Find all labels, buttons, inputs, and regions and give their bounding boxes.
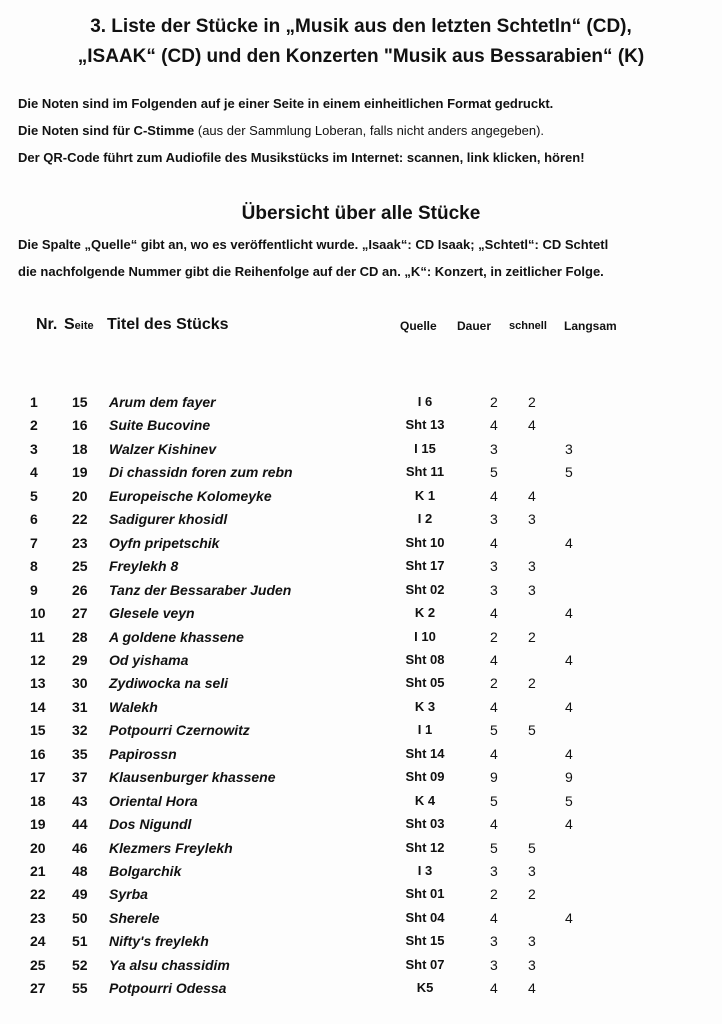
- intro-line-2: [18, 123, 544, 138]
- cell-dauer: 4: [490, 605, 498, 622]
- cell-quelle: Sht 07: [405, 956, 445, 972]
- cell-nr: 23: [30, 909, 46, 926]
- cell-quelle: K 3: [414, 698, 436, 714]
- cell-schnell: 3: [528, 558, 536, 575]
- table-row: [0, 816, 722, 839]
- cell-seite: 32: [72, 722, 88, 739]
- cell-nr: 13: [30, 675, 46, 692]
- cell-dauer: 9: [490, 769, 498, 786]
- cell-langsam: 4: [565, 698, 573, 715]
- cell-quelle: K 4: [414, 792, 436, 808]
- cell-nr: 11: [30, 628, 45, 645]
- cell-schnell: 2: [528, 886, 536, 903]
- cell-seite: 25: [72, 558, 88, 575]
- table-row: [0, 652, 722, 675]
- cell-quelle: I 1: [417, 722, 433, 738]
- header-langsam: Langsam: [564, 319, 617, 333]
- cell-seite: 15: [72, 394, 88, 410]
- table-row: [0, 722, 722, 745]
- cell-dauer: 4: [490, 487, 498, 504]
- table-row: [0, 535, 722, 558]
- cell-seite: 16: [72, 417, 88, 434]
- header-schnell: schnell: [509, 320, 547, 332]
- intro-line-1: Die Noten sind im Folgenden auf je einer Seite in einem einheitlichen Format gedruckt.: [18, 96, 554, 111]
- header-titel: Titel des Stücks: [107, 316, 229, 333]
- cell-nr: 5: [30, 487, 38, 504]
- intro-line-2-bold: Die Noten sind für C-Stimme: [18, 123, 195, 138]
- table-row: [0, 558, 722, 581]
- cell-dauer: 3: [490, 581, 498, 598]
- cell-seite: 55: [72, 980, 88, 997]
- cell-titel: Oyfn pripetschik: [109, 534, 220, 551]
- cell-seite: 30: [72, 675, 88, 692]
- cell-quelle: K5: [416, 980, 434, 996]
- cell-dauer: 3: [490, 956, 498, 973]
- table-row: [0, 910, 722, 933]
- cell-titel: Freylekh 8: [109, 558, 179, 575]
- table-row: [0, 511, 722, 534]
- cell-schnell: 3: [528, 581, 536, 598]
- table-row: [0, 582, 722, 605]
- table-row: [0, 464, 722, 487]
- cell-titel: Potpourri Odessa: [109, 980, 227, 997]
- cell-nr: 9: [30, 581, 38, 598]
- cell-nr: 14: [30, 698, 46, 715]
- cell-titel: A goldene khassene: [109, 628, 244, 645]
- cell-dauer: 4: [490, 980, 498, 997]
- cell-nr: 2: [30, 417, 38, 434]
- table-row: [0, 840, 722, 863]
- cell-titel: Papirossn: [109, 745, 177, 762]
- cell-langsam: 5: [565, 464, 573, 481]
- cell-seite: 22: [72, 511, 88, 528]
- cell-seite: 18: [72, 440, 88, 457]
- cell-dauer: 3: [490, 558, 498, 575]
- page-title-line-2: „ISAAK“ (CD) und den Konzerten "Musik aus Bessarabien“ (K): [77, 46, 645, 67]
- cell-dauer: 3: [490, 863, 498, 879]
- cell-langsam: 4: [565, 534, 573, 551]
- cell-dauer: 4: [490, 816, 498, 833]
- cell-langsam: 4: [565, 745, 573, 762]
- table-row: [0, 863, 722, 886]
- cell-nr: 22: [30, 886, 46, 903]
- cell-dauer: 4: [490, 534, 498, 551]
- cell-seite: 23: [72, 534, 88, 551]
- cell-titel: Nifty's freylekh: [109, 933, 209, 950]
- cell-nr: 17: [30, 769, 46, 786]
- header-quelle: Quelle: [400, 319, 437, 333]
- cell-quelle: Sht 10: [405, 534, 445, 550]
- cell-nr: 25: [30, 956, 46, 973]
- cell-quelle: Sht 04: [405, 909, 445, 925]
- table-row: [0, 699, 722, 722]
- cell-schnell: 3: [528, 933, 536, 950]
- table-row: [0, 980, 722, 1003]
- cell-dauer: 5: [490, 839, 498, 856]
- cell-nr: 24: [30, 933, 46, 950]
- cell-titel: Walzer Kishinev: [109, 440, 217, 457]
- cell-seite: 19: [72, 464, 88, 481]
- cell-nr: 21: [30, 863, 46, 879]
- cell-quelle: Sht 09: [405, 769, 445, 785]
- cell-nr: 27: [30, 980, 46, 997]
- cell-langsam: 5: [565, 792, 573, 809]
- cell-nr: 1: [30, 394, 38, 410]
- cell-dauer: 3: [490, 511, 498, 528]
- table-row: [0, 675, 722, 698]
- cell-titel: Ya alsu chassidim: [109, 956, 230, 973]
- cell-titel: Tanz der Bessaraber Juden: [109, 581, 292, 598]
- table-row: [0, 605, 722, 628]
- cell-titel: Walekh: [109, 698, 158, 715]
- cell-schnell: 2: [528, 628, 536, 645]
- cell-titel: Sherele: [109, 909, 160, 926]
- cell-titel: Arum dem fayer: [109, 394, 216, 410]
- cell-dauer: 4: [490, 651, 498, 668]
- cell-nr: 10: [30, 605, 46, 622]
- cell-quelle: Sht 17: [405, 558, 445, 574]
- cell-quelle: Sht 05: [405, 675, 445, 691]
- cell-schnell: 3: [528, 511, 536, 528]
- cell-seite: 28: [72, 628, 88, 645]
- cell-titel: Glesele veyn: [109, 605, 195, 622]
- cell-langsam: 4: [565, 909, 573, 926]
- cell-dauer: 4: [490, 745, 498, 762]
- cell-quelle: Sht 12: [405, 839, 445, 855]
- cell-langsam: 4: [565, 605, 573, 622]
- cell-quelle: K 1: [414, 487, 436, 503]
- cell-seite: 50: [72, 909, 88, 926]
- cell-nr: 18: [30, 792, 46, 809]
- table-row: [0, 957, 722, 980]
- cell-nr: 8: [30, 558, 38, 575]
- intro-line-2-rest: (aus der Sammlung Loberan, falls nicht anders angegeben).: [194, 123, 545, 138]
- cell-seite: 48: [72, 863, 88, 879]
- intro-line-3: Der QR-Code führt zum Audiofile des Musikstücks im Internet: scannen, link klicken, hören!: [18, 150, 585, 165]
- cell-quelle: I 3: [417, 863, 433, 878]
- cell-quelle: Sht 14: [405, 745, 445, 761]
- cell-schnell: 4: [528, 980, 536, 997]
- cell-titel: Di chassidn foren zum rebn: [109, 464, 293, 481]
- cell-nr: 7: [30, 534, 38, 551]
- cell-quelle: Sht 15: [405, 933, 445, 949]
- cell-seite: 27: [72, 605, 88, 622]
- cell-schnell: 3: [528, 956, 536, 973]
- cell-nr: 20: [30, 839, 46, 856]
- cell-schnell: 3: [528, 863, 536, 879]
- cell-quelle: I 6: [417, 394, 433, 409]
- table-row: [0, 417, 722, 440]
- cell-dauer: 2: [490, 675, 498, 692]
- table-row: [0, 629, 722, 652]
- cell-dauer: 5: [490, 792, 498, 809]
- cell-schnell: 5: [528, 722, 536, 739]
- cell-quelle: Sht 13: [405, 417, 445, 433]
- cell-quelle: I 15: [414, 440, 436, 456]
- cell-quelle: Sht 08: [405, 651, 445, 667]
- cell-seite: 43: [72, 792, 88, 809]
- cell-nr: 15: [30, 722, 46, 739]
- cell-langsam: 4: [565, 816, 573, 833]
- cell-seite: 35: [72, 745, 88, 762]
- cell-nr: 3: [30, 440, 38, 457]
- cell-schnell: 5: [528, 839, 536, 856]
- cell-titel: Europeische Kolomeyke: [109, 487, 272, 504]
- header-seite-rest: eite: [74, 320, 94, 332]
- header-seite-initial: S: [64, 316, 75, 333]
- header-dauer: Dauer: [457, 319, 492, 333]
- cell-seite: 49: [72, 886, 88, 903]
- table-row: [0, 769, 722, 792]
- header-seite: [64, 316, 94, 334]
- cell-seite: 52: [72, 956, 88, 973]
- cell-seite: 37: [72, 769, 88, 786]
- header-nr: Nr.: [36, 316, 58, 333]
- cell-titel: Oriental Hora: [109, 792, 198, 809]
- cell-langsam: 3: [565, 440, 573, 457]
- cell-dauer: 4: [490, 698, 498, 715]
- cell-nr: 12: [30, 651, 46, 668]
- cell-titel: Potpourri Czernowitz: [109, 722, 250, 739]
- cell-nr: 6: [30, 511, 38, 528]
- cell-quelle: K 2: [414, 605, 436, 621]
- cell-quelle: Sht 02: [405, 581, 445, 597]
- cell-dauer: 4: [490, 417, 498, 434]
- cell-titel: Bolgarchik: [109, 863, 182, 879]
- cell-quelle: Sht 03: [405, 816, 445, 832]
- table-row: [0, 394, 722, 417]
- cell-seite: 46: [72, 839, 88, 856]
- cell-titel: Dos Nigundl: [109, 816, 192, 833]
- cell-quelle: Sht 01: [405, 886, 445, 902]
- cell-dauer: 5: [490, 464, 498, 481]
- cell-dauer: 4: [490, 909, 498, 926]
- cell-titel: Od yishama: [109, 651, 189, 668]
- cell-dauer: 5: [490, 722, 498, 739]
- cell-nr: 19: [30, 816, 46, 833]
- page-title-line-1: 3. Liste der Stücke in „Musik aus den letzten Schtetln“ (CD),: [90, 16, 632, 37]
- cell-quelle: Sht 11: [405, 464, 445, 480]
- table-row: [0, 933, 722, 956]
- cell-nr: 4: [30, 464, 38, 481]
- cell-dauer: 2: [490, 628, 498, 645]
- cell-dauer: 3: [490, 933, 498, 950]
- overview-title: Übersicht über alle Stücke: [241, 203, 481, 224]
- cell-seite: 29: [72, 651, 88, 668]
- table-row: [0, 746, 722, 769]
- cell-dauer: 2: [490, 394, 498, 410]
- table-row: [0, 886, 722, 909]
- cell-quelle: I 10: [414, 628, 436, 644]
- cell-seite: 20: [72, 487, 88, 504]
- cell-quelle: I 2: [417, 511, 433, 527]
- cell-schnell: 4: [528, 417, 536, 434]
- cell-seite: 44: [72, 816, 88, 833]
- cell-schnell: 4: [528, 487, 536, 504]
- cell-dauer: 2: [490, 886, 498, 903]
- cell-titel: Syrba: [109, 886, 148, 903]
- cell-langsam: 9: [565, 769, 573, 786]
- cell-titel: Suite Bucovine: [109, 417, 211, 434]
- cell-seite: 51: [72, 933, 88, 950]
- overview-note-1: Die Spalte „Quelle“ gibt an, wo es veröffentlicht wurde. „Isaak“: CD Isaak; „Schtetl“: CD Schtetl: [18, 237, 609, 252]
- cell-titel: Klezmers Freylekh: [109, 839, 233, 856]
- table-row: [0, 441, 722, 464]
- cell-dauer: 3: [490, 440, 498, 457]
- table-row: [0, 488, 722, 511]
- cell-langsam: 4: [565, 651, 573, 668]
- cell-seite: 31: [72, 698, 88, 715]
- overview-note-2: die nachfolgende Nummer gibt die Reihenfolge auf der CD an. „K“: Konzert, in zeitlicher Folge.: [18, 264, 604, 279]
- cell-titel: Sadigurer khosidl: [109, 511, 228, 528]
- cell-titel: Zydiwocka na seli: [109, 675, 229, 692]
- table-row: [0, 793, 722, 816]
- cell-schnell: 2: [528, 394, 536, 410]
- cell-schnell: 2: [528, 675, 536, 692]
- cell-titel: Klausenburger khassene: [109, 769, 276, 786]
- cell-seite: 26: [72, 581, 88, 598]
- cell-nr: 16: [30, 745, 46, 762]
